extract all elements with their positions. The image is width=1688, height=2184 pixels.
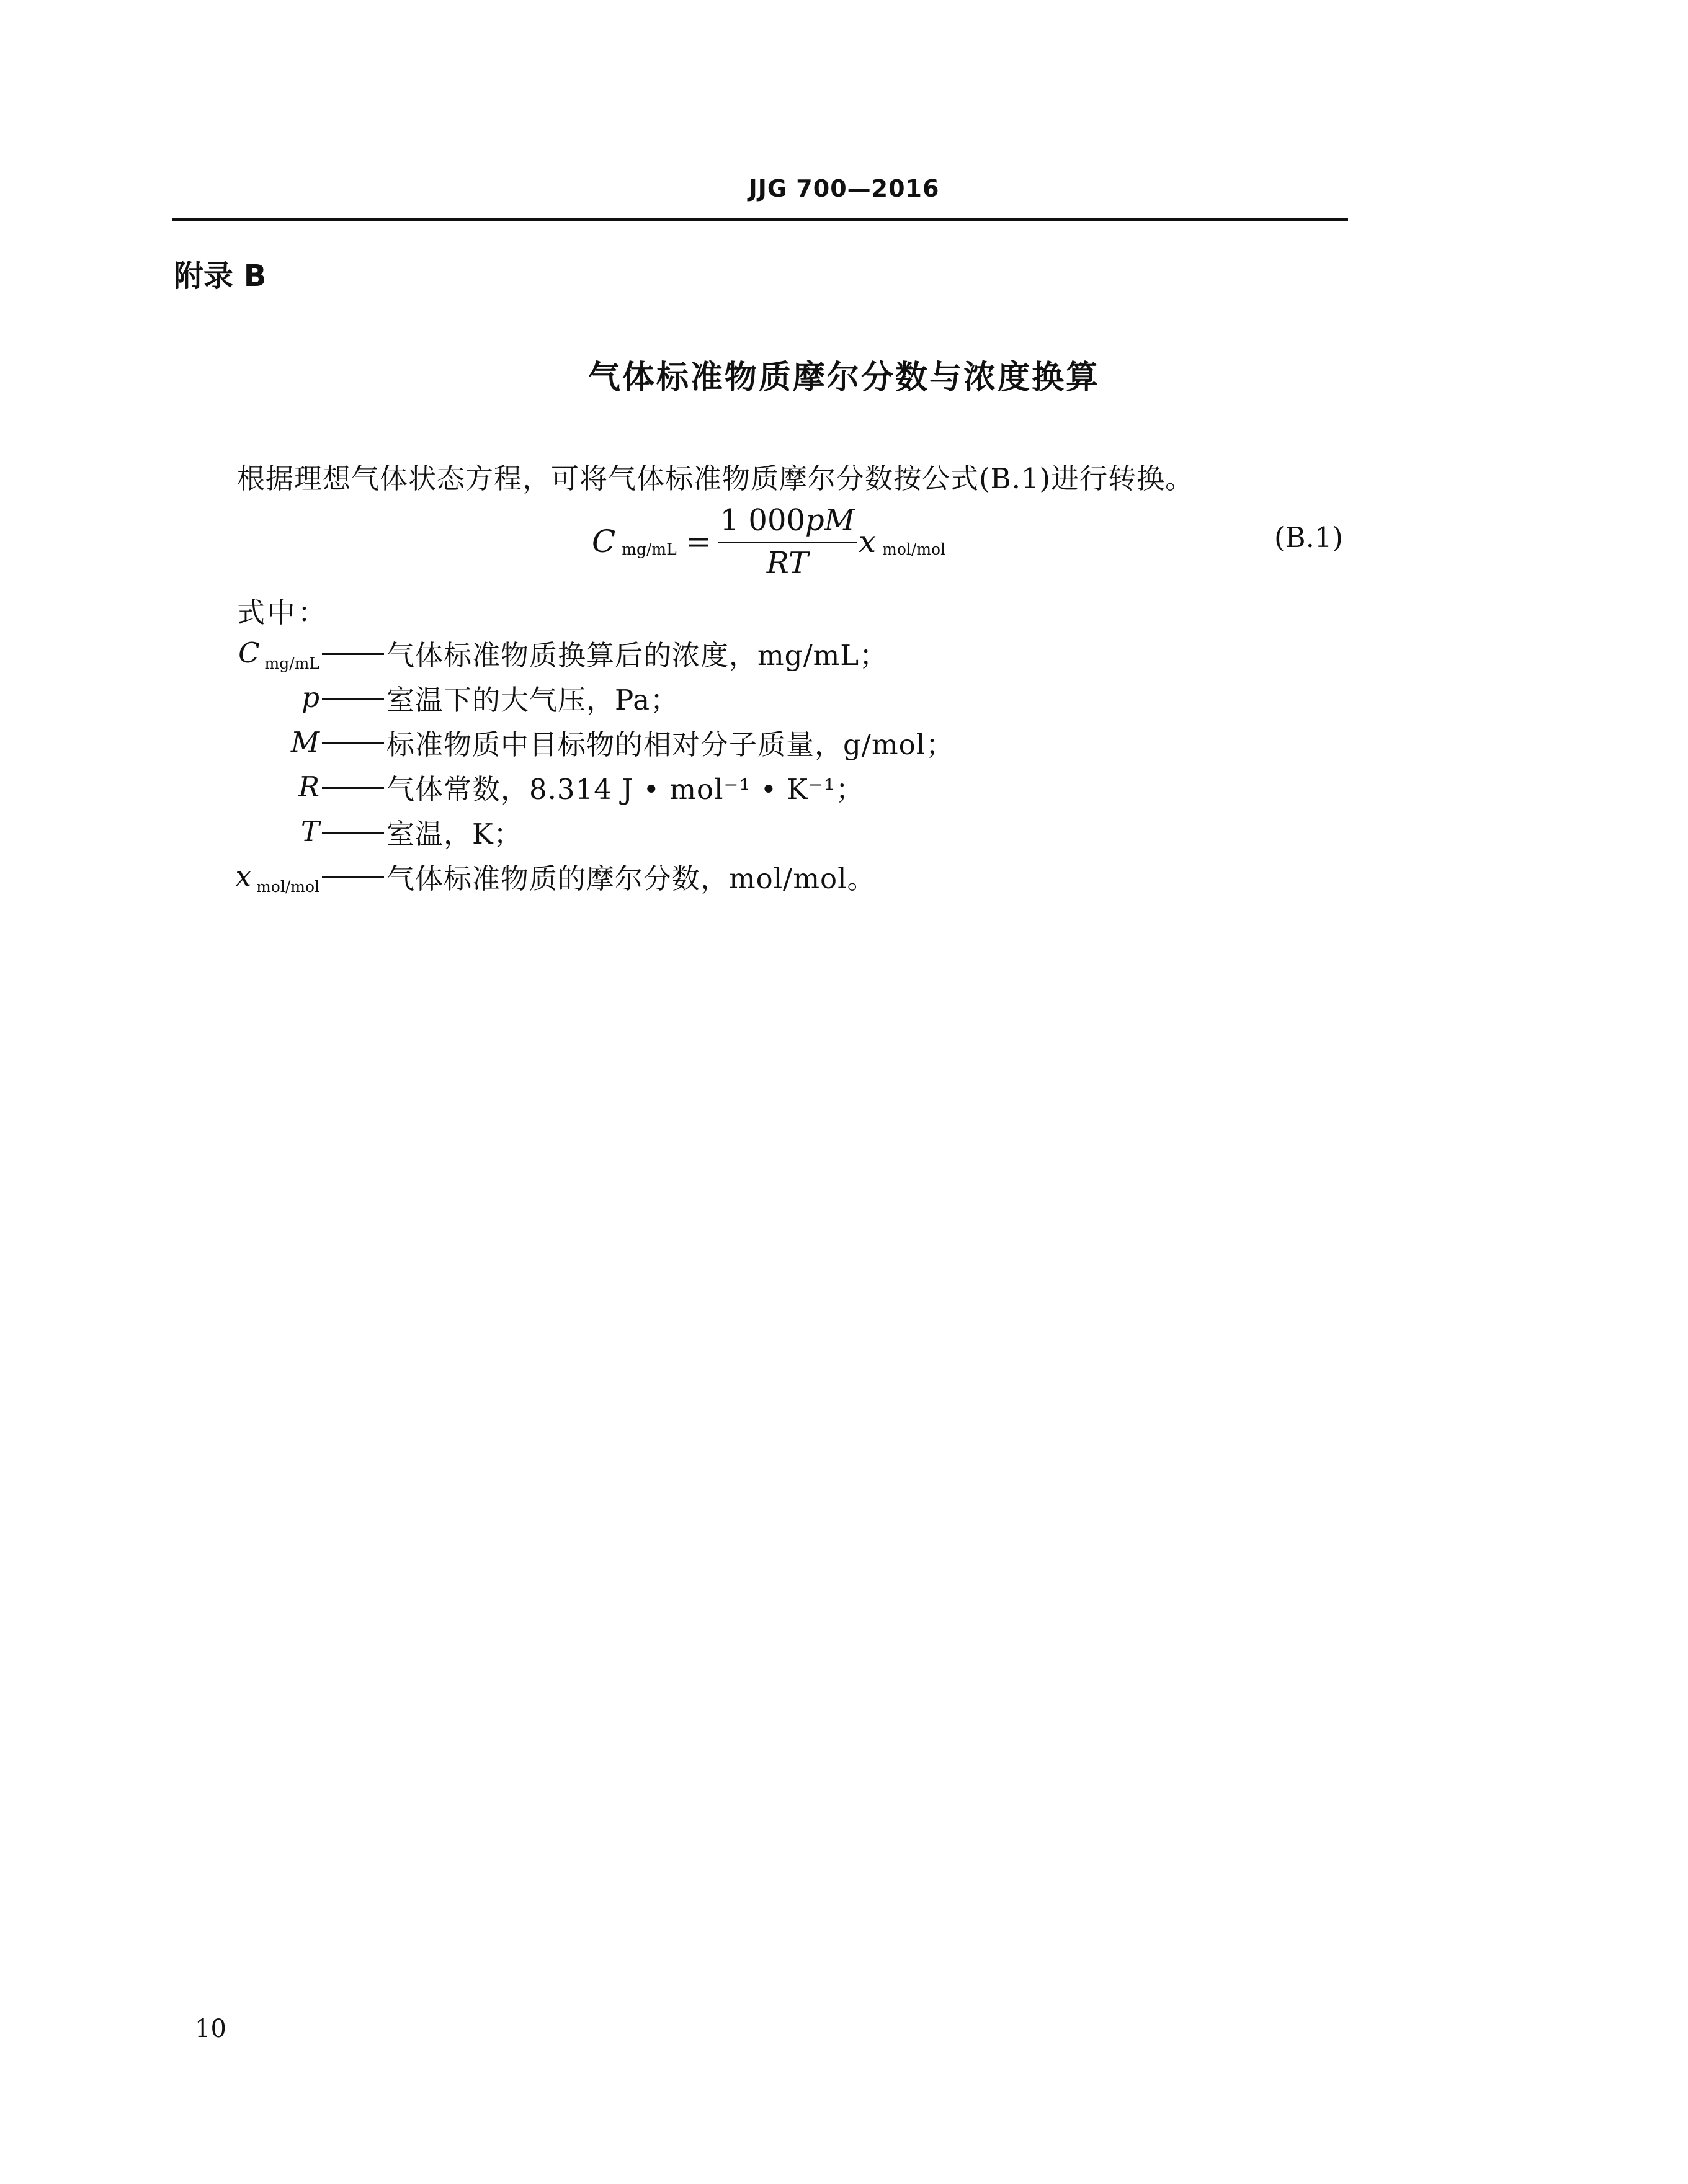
appendix-label: 附录 B	[174, 259, 267, 293]
variable-row	[0, 765, 1688, 808]
em-dash-line	[322, 742, 384, 744]
em-dash-line	[322, 653, 384, 655]
variable-symbol: T	[300, 814, 319, 848]
variable-row	[0, 720, 1688, 764]
variable-row	[0, 631, 1688, 674]
variable-row	[0, 675, 1688, 719]
formula-lhs-subscript: mg/mL	[622, 540, 677, 558]
em-dash-line	[322, 876, 384, 878]
running-header: JJG 700—2016	[748, 175, 940, 202]
variable-description: 室温下的大气压，Pa；	[386, 683, 679, 716]
formula-number: (B.1)	[1274, 521, 1344, 554]
variable-symbol: p	[301, 680, 319, 714]
variable-symbol: R	[298, 770, 319, 803]
formula-lhs-symbol: C	[592, 524, 616, 559]
variable-subscript: mol/mol	[256, 877, 319, 896]
variable-description: 气体标准物质的摩尔分数，mol/mol。	[386, 862, 876, 895]
variable-row	[0, 809, 1688, 853]
variable-description: 气体常数，8.314 J • mol⁻¹ • K⁻¹；	[386, 772, 864, 806]
variable-symbol: C $_{mg/mL}$	[238, 636, 319, 672]
numerator-constant: 1 000	[720, 502, 806, 538]
variable-symbol: x $_{mol/mol}$	[235, 859, 319, 896]
variable-subscript: mg/mL	[264, 654, 319, 672]
em-dash-line	[322, 787, 384, 789]
formula-denominator: RT	[766, 545, 808, 581]
variable-description: 标准物质中目标物的相对分子质量，g/mol；	[386, 728, 955, 761]
numerator-m: M	[824, 502, 855, 538]
where-label: 式中：	[237, 596, 329, 629]
formula-rhs-subscript: mol/mol	[882, 540, 946, 558]
intro-paragraph: 根据理想气体状态方程，可将气体标准物质摩尔分数按公式(B.1)进行转换。	[237, 462, 1194, 495]
section-title: 气体标准物质摩尔分数与浓度换算	[587, 359, 1100, 396]
page-number: 10	[195, 2015, 226, 2043]
formula-numerator	[718, 503, 857, 542]
em-dash-line	[322, 698, 384, 700]
formula-b1	[592, 501, 945, 582]
formula-fraction	[718, 503, 857, 581]
formula-rhs-symbol: x	[858, 524, 877, 559]
em-dash-line	[322, 832, 384, 834]
numerator-p: p	[805, 502, 824, 538]
variable-description: 室温，K；	[386, 817, 522, 850]
header-rule	[172, 218, 1348, 221]
formula-equals: =	[685, 524, 712, 559]
variable-symbol: M	[290, 725, 319, 759]
variable-description: 气体标准物质换算后的浓度，mg/mL；	[386, 638, 888, 672]
variable-row	[0, 854, 1688, 898]
